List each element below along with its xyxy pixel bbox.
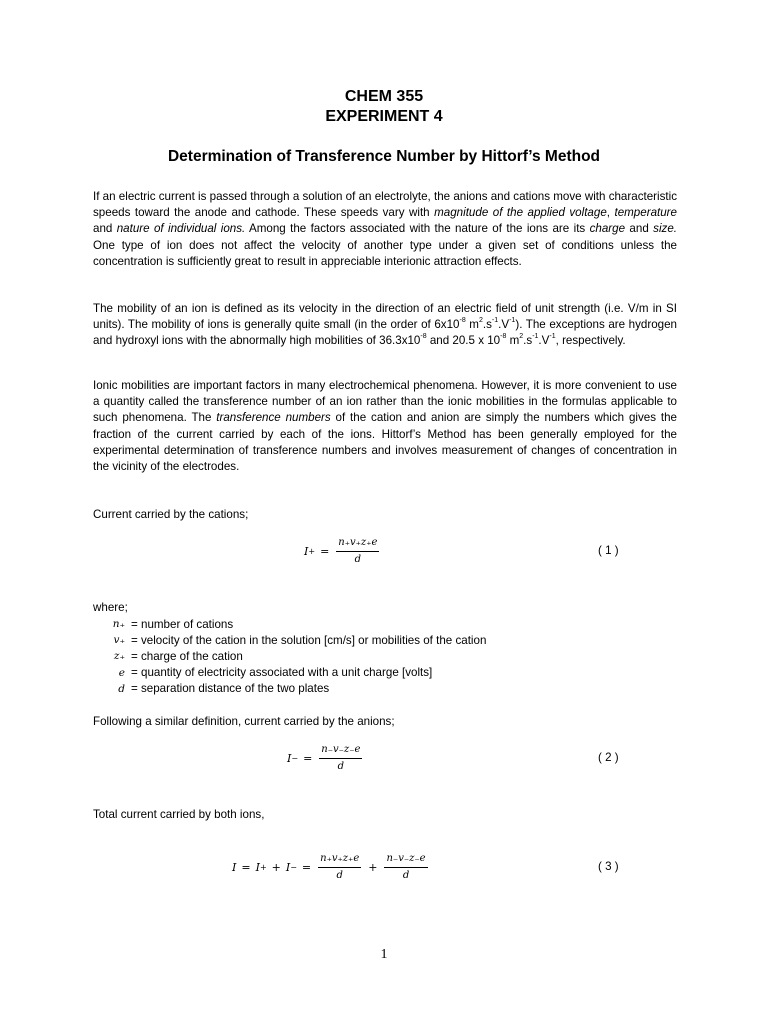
equation-1: I + = $\frac{n_+v_+z_+e}{d}$ [304, 537, 378, 565]
transference-paragraph: Ionic mobilities are important factors in many electrochemical phenomena. However, it is more convenient to use a quantity called the transference number of an ion rather than the ionic mobilities in the formulas applicable to such phenomena. The transference numbers of the cation and anion are simply the numbers which gives the fraction of the current carried by each of the ions. Hittorf’s Method has been generally employed for the experimental determination of transference numbers and involves measurement of changes of concentration in the vicinity of the electrodes. [93, 379, 677, 474]
equation-3-number: ( 3 ) [598, 860, 619, 873]
definition-item: e = quantity of electricity associated with a unit charge [volts] [118, 666, 433, 680]
where-label: where; [93, 601, 128, 614]
course-code: CHEM 355 [344, 88, 424, 105]
cation-current-label: Current carried by the cations; [93, 508, 249, 521]
equation-3: I = I + + I − = $\frac{n_+v_+z_+e}{d}$ + $\frac{n_-v_-z_-e}{d}$ [232, 853, 426, 881]
definition-item: d = separation distance of the two plates [118, 682, 330, 696]
total-current-label: Total current carried by both ions, [93, 808, 265, 821]
definition-item: v₊ = velocity of the cation in the solution [cm/s] or mobilities of the cation [113, 633, 487, 647]
anion-current-label: Following a similar definition, current carried by the anions; [93, 715, 395, 728]
definition-list [100, 616, 620, 697]
document-title: Determination of Transference Number by Hittorf’s Method [167, 148, 601, 165]
equation-2: I − = $\frac{n_-v_-z_-e}{d}$ [287, 744, 361, 772]
intro-paragraph: If an electric current is passed through a solution of an electrolyte, the anions and cations move with characteristic speeds toward the anode and cathode. These speeds vary with magnitude of the applied voltage, temperature and nature of individual ions. Among the factors associated with the nature of the ions are its charge and size. One type of ion does not affect the velocity of another type under a given set of conditions unless the concentration is sufficiently great to result in appreciable interionic attraction effects. [93, 190, 677, 268]
definition-item: n₊ = number of cations [112, 617, 234, 631]
mobility-paragraph: The mobility of an ion is defined as its velocity in the direction of an electric field of unit strength (i.e. V/m in SI units). The mobility of ions is generally quite small (in the order of $6x10^{-8}$ $m^2.s^{-1}.V^{-1}$). The exceptions are hydrogen and hydroxyl ions with the abnormally high mobilities of $36.3x10^{-8}$ and 20.5 x $10^{-8}$ $m^2.s^{-1}.V^{-1}$, respectively. [93, 302, 677, 348]
experiment-number: EXPERIMENT 4 [325, 108, 443, 125]
equation-2-number: ( 2 ) [598, 751, 619, 764]
page-number: 1 [380, 947, 388, 962]
equation-1-number: ( 1 ) [598, 544, 619, 557]
definition-item: z₊ = charge of the cation [113, 649, 243, 663]
